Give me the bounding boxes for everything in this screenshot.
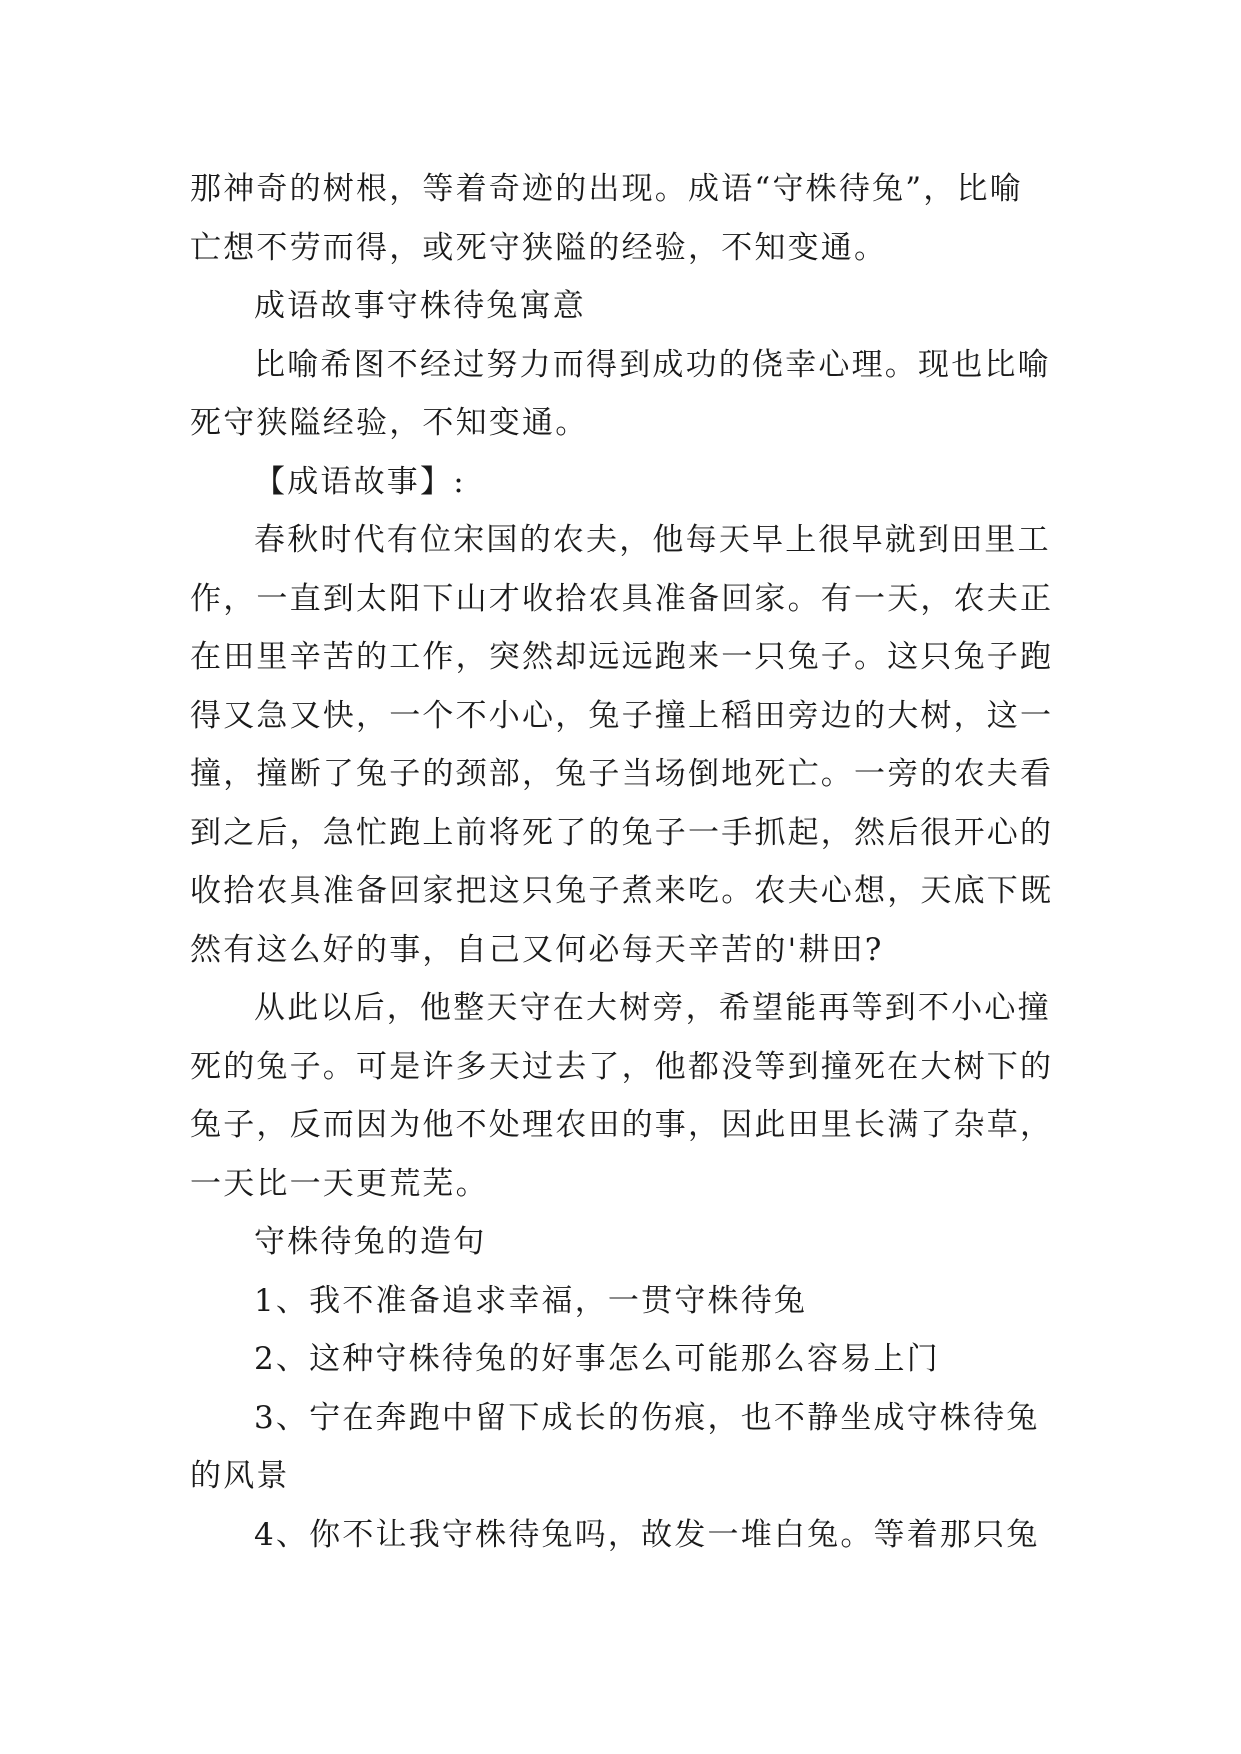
text-line: 然有这么好的事，自己又何必每天辛苦的'耕田?	[190, 931, 884, 968]
document-body	[190, 160, 1054, 1564]
text-line: 从此以后，他整天守在大树旁，希望能再等到不小心撞	[254, 990, 1051, 1026]
text-line: 兔子，反而因为他不处理农田的事，因此田里长满了杂草，	[190, 1107, 1054, 1143]
list-item: 2、这种守株待兔的好事怎么可能那么容易上门	[254, 1341, 940, 1377]
text-line: 死的兔子。可是许多天过去了，他都没等到撞死在大树下的	[190, 1048, 1054, 1085]
text-line: 得又急又快，一个不小心，兔子撞上稻田旁边的大树，这一	[190, 697, 1054, 734]
text-line: 春秋时代有位宋国的农夫，他每天早上很早就到田里工	[254, 522, 1051, 558]
text-line: 死守狭隘经验，不知变通。	[190, 405, 589, 441]
section-heading: 【成语故事】:	[254, 463, 466, 500]
list-item-continuation: 的风景	[190, 1458, 290, 1494]
text-line: 比喻希图不经过努力而得到成功的侥幸心理。现也比喻	[254, 346, 1051, 383]
list-item: 3、宁在奔跑中留下成长的伤痕，也不静坐成守株待兔	[254, 1399, 1040, 1436]
text-line: 到之后，急忙跑上前将死了的兔子一手抓起，然后很开心的	[190, 814, 1054, 851]
list-item: 4、你不让我守株待兔吗，故发一堆白兔。等着那只兔	[254, 1516, 1040, 1553]
text-line: 收拾农具准备回家把这只兔子煮来吃。农夫心想，天底下既	[190, 873, 1054, 909]
list-item: 1、我不准备追求幸福，一贯守株待兔	[254, 1282, 808, 1319]
text-line: 那神奇的树根，等着奇迹的出现。成语“守株待兔”，比喻	[190, 171, 1023, 207]
text-line: 一天比一天更荒芜。	[190, 1165, 489, 1202]
section-heading: 成语故事守株待兔寓意	[254, 288, 586, 324]
text-line: 撞，撞断了兔子的颈部，兔子当场倒地死亡。一旁的农夫看	[190, 756, 1054, 792]
text-line: 在田里辛苦的工作，突然却远远跑来一只兔子。这只兔子跑	[190, 639, 1054, 675]
text-line: 作，一直到太阳下山才收拾农具准备回家。有一天，农夫正	[190, 580, 1054, 617]
section-heading: 守株待兔的造句	[254, 1224, 487, 1260]
text-line: 亡想不劳而得，或死守狭隘的经验，不知变通。	[190, 229, 888, 266]
